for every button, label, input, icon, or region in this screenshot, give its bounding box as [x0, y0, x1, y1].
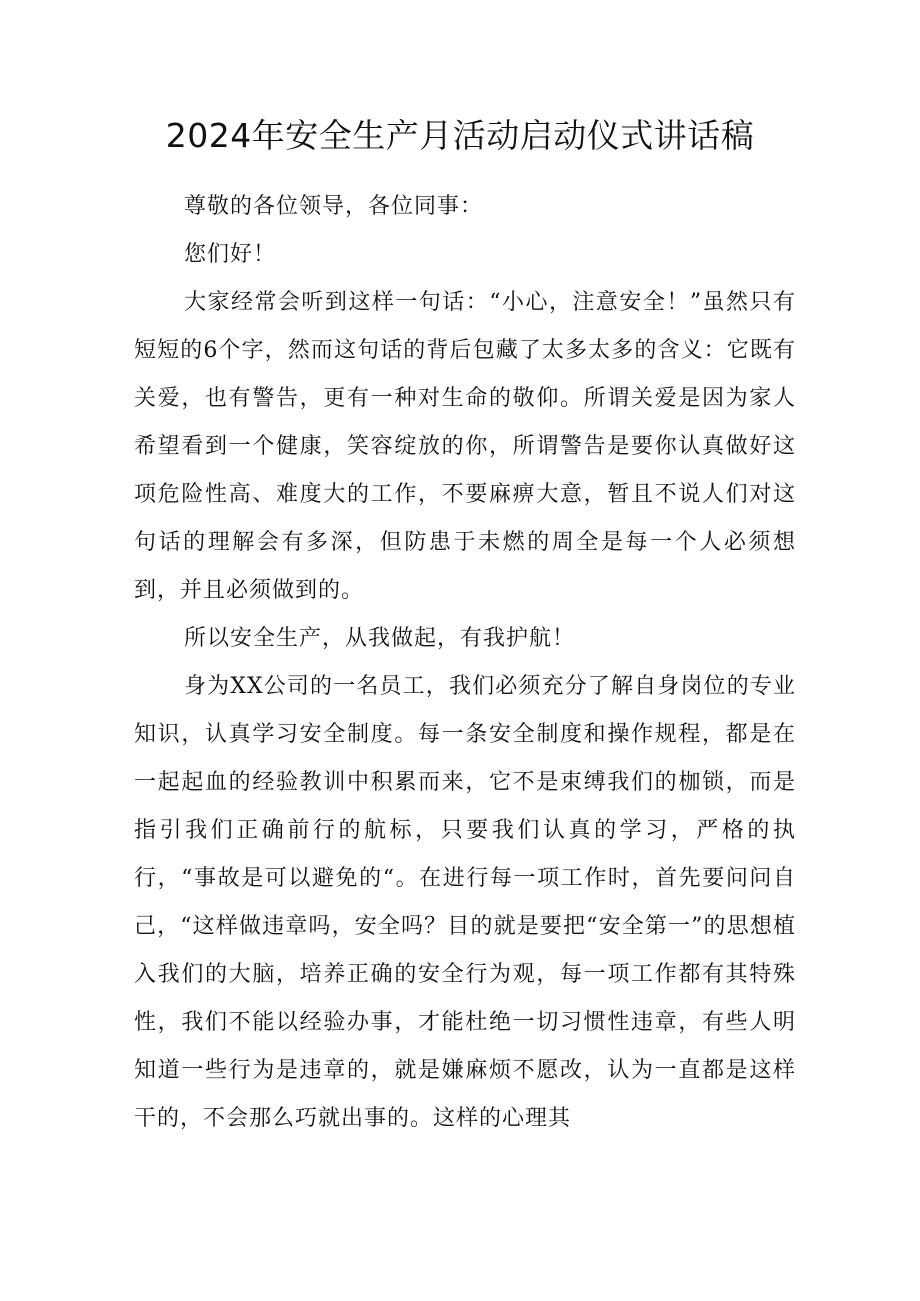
paragraph-hello: 您们好！ [184, 242, 277, 267]
document-body [134, 183, 796, 1143]
paragraph-greeting: 尊敬的各位领导，各位同事： [184, 194, 484, 219]
paragraph-safety-meaning: 大家经常会听到这样一句话：“小心，注意安全！”虽然只有短短的6个字，然而这句话的背后包藏了太多太多的含义：它既有关爱，也有警告，更有一种对生命的敬仰。所谓关爱是因为家人希望看到一个健康，笑容绽放的你，所谓警告是要你认真做好这项危险性高、难度大的工作，不要麻痹大意，暂且不说人们对这句话的理解会有多深，但防患于未燃的周全是每一个人必须想到，并且必须做到的。 [134, 290, 796, 603]
document-title: 2024年安全生产月活动启动仪式讲话稿 [165, 116, 755, 155]
paragraph-slogan: 所以安全生产，从我做起，有我护航！ [184, 626, 576, 651]
paragraph-employee-duty: 身为XX公司的一名员工，我们必须充分了解自身岗位的专业知识，认真学习安全制度。每一条安全制度和操作规程，都是在一起起血的经验教训中积累而来，它不是束缚我们的枷锁，而是指引我们正确前行的航标，只要我们认真的学习，严格的执行，“事故是可以避免的“。在进行每一项工作时，首先要问问自己，“这样做违章吗，安全吗？目的就是要把“安全第一”的思想植入我们的大脑，培养正确的安全行为观，每一项工作都有其特殊性，我们不能以经验办事，才能杜绝一切习惯性违章，有些人明知道一些行为是违章的，就是嫌麻烦不愿改，认为一直都是这样干的，不会那么巧就出事的。这样的心理其 [134, 674, 796, 1131]
